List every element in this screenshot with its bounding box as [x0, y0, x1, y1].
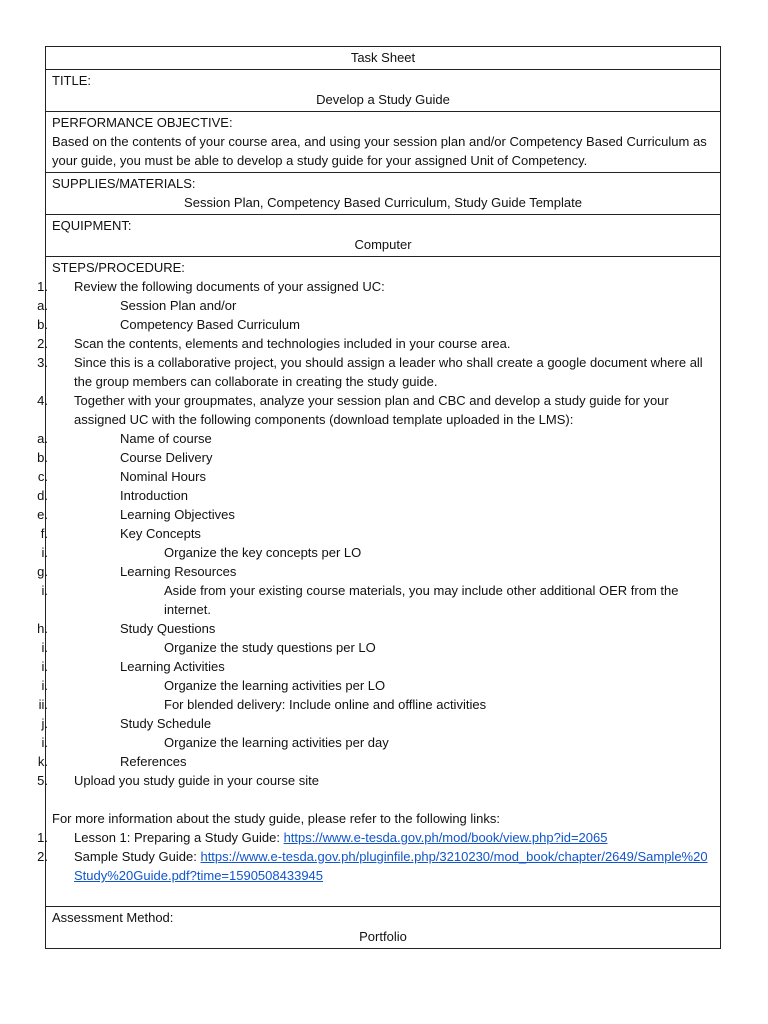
- list-item-text: Learning Objectives: [120, 507, 235, 522]
- list-item: [37, 752, 714, 771]
- list-marker: b.: [37, 317, 48, 332]
- list-marker: 5.: [37, 773, 48, 788]
- list-item: [41, 543, 714, 562]
- equipment-value: Computer: [354, 237, 412, 252]
- list-marker: k.: [37, 754, 48, 769]
- link-item: [37, 828, 714, 847]
- list-item: [41, 638, 714, 657]
- list-marker: 3.: [37, 355, 48, 370]
- list-item: [37, 334, 714, 353]
- equipment-label: EQUIPMENT:: [52, 218, 132, 233]
- link-item: [37, 847, 714, 885]
- list-item-text: Organize the key concepts per LO: [164, 545, 362, 560]
- list-marker: ii.: [38, 697, 48, 712]
- list-item: [37, 448, 714, 467]
- list-item-text: Organize the learning activities per day: [164, 735, 389, 750]
- list-marker: 2.: [37, 849, 48, 864]
- link-label: Sample Study Guide:: [74, 849, 201, 864]
- list-item-text: Introduction: [120, 488, 188, 503]
- title-label: TITLE:: [52, 73, 92, 88]
- list-marker: g.: [37, 564, 48, 579]
- list-item: [37, 619, 714, 638]
- supplies-section: [46, 173, 720, 215]
- list-item-text: For blended delivery: Include online and offline activities: [164, 697, 487, 712]
- list-item-text: Together with your groupmates, analyze your session plan and CBC and develop a study guide for your assigned UC with the following components (download template uploaded in the LMS):: [74, 393, 669, 427]
- list-item: [41, 657, 714, 676]
- spacer: [52, 790, 714, 809]
- list-item: [37, 391, 714, 429]
- list-item: [37, 771, 714, 790]
- list-item: [37, 562, 714, 581]
- list-marker: i.: [41, 735, 48, 750]
- list-item-text: Scan the contents, elements and technologies included in your course area.: [74, 336, 511, 351]
- list-marker: c.: [37, 469, 48, 484]
- list-item-text: Session Plan and/or: [120, 298, 237, 313]
- list-item-text: Review the following documents of your assigned UC:: [74, 279, 385, 294]
- list-marker: 4.: [37, 393, 48, 408]
- list-marker: i.: [41, 640, 48, 655]
- list-item: [37, 277, 714, 296]
- more-info-text: For more information about the study guide, please refer to the following links:: [52, 811, 501, 826]
- list-marker: a.: [37, 431, 48, 446]
- link-label: Lesson 1: Preparing a Study Guide:: [74, 830, 284, 845]
- list-marker: a.: [37, 298, 48, 313]
- study-guide-lesson-link[interactable]: https://www.e-tesda.gov.ph/mod/book/view.php?id=2065: [283, 830, 608, 845]
- sample-study-guide-link[interactable]: https://www.e-tesda.gov.ph/pluginfile.php/3210230/mod_book/chapter/2649/Sample%20Study%20Guide.pdf?time=1590508433945: [74, 849, 708, 883]
- list-marker: h.: [37, 621, 48, 636]
- supplies-label: SUPPLIES/MATERIALS:: [52, 176, 196, 191]
- list-item-text: Nominal Hours: [120, 469, 206, 484]
- list-item: [41, 676, 714, 695]
- list-item: [41, 581, 714, 619]
- list-item-text: Study Schedule: [120, 716, 212, 731]
- equipment-section: [46, 215, 720, 257]
- supplies-value: Session Plan, Competency Based Curriculum, Study Guide Template: [184, 195, 582, 210]
- list-item-text: Aside from your existing course materials, you may include other additional OER from the internet.: [164, 583, 679, 617]
- list-item: [37, 353, 714, 391]
- list-marker: i.: [41, 678, 48, 693]
- assessment-label: Assessment Method:: [52, 910, 174, 925]
- list-marker: i.: [41, 659, 48, 674]
- list-marker: f.: [40, 526, 48, 541]
- list-item-text: Organize the study questions per LO: [164, 640, 376, 655]
- list-item: [37, 315, 714, 334]
- list-item-text: Learning Activities: [120, 659, 225, 674]
- list-item: [41, 733, 714, 752]
- list-item-text: Upload you study guide in your course site: [74, 773, 319, 788]
- list-marker: i.: [41, 545, 48, 560]
- list-item-text: Study Questions: [120, 621, 216, 636]
- list-item: [38, 695, 714, 714]
- title-section: [46, 70, 720, 112]
- list-marker: i.: [41, 583, 48, 598]
- list-item-text: Since this is a collaborative project, you should assign a leader who shall create a google document where all the group members can collaborate in creating the study guide.: [74, 355, 703, 389]
- list-item-text: Name of course: [120, 431, 212, 446]
- list-item-text: Organize the learning activities per LO: [164, 678, 386, 693]
- objective-section: [46, 112, 720, 173]
- list-item-text: References: [120, 754, 187, 769]
- list-item-text: Course Delivery: [120, 450, 213, 465]
- task-sheet: [37, 46, 721, 949]
- objective-label: PERFORMANCE OBJECTIVE:: [52, 115, 233, 130]
- list-item: [37, 467, 714, 486]
- list-marker: e.: [37, 507, 48, 522]
- assessment-value: Portfolio: [359, 929, 407, 944]
- list-item: [37, 505, 714, 524]
- list-item-text: Competency Based Curriculum: [120, 317, 300, 332]
- list-item: [41, 714, 714, 733]
- list-marker: 2.: [37, 336, 48, 351]
- list-item: [40, 524, 714, 543]
- objective-text: Based on the contents of your course area, and using your session plan and/or Competency Based Curriculum as your guide, you must be able to develop a study guide for your assigned Unit of Competency.: [52, 134, 707, 168]
- assessment-section: [46, 907, 720, 948]
- list-item: [37, 486, 714, 505]
- list-marker: j.: [41, 716, 48, 731]
- spacer: [52, 885, 714, 904]
- list-marker: 1.: [37, 279, 48, 294]
- list-marker: d.: [37, 488, 48, 503]
- list-marker: b.: [37, 450, 48, 465]
- title-value: Develop a Study Guide: [316, 92, 450, 107]
- steps-section: [37, 257, 720, 907]
- list-marker: 1.: [37, 830, 48, 845]
- list-item: [37, 296, 714, 315]
- list-item-text: Key Concepts: [120, 526, 201, 541]
- sheet-header: Task Sheet: [46, 47, 720, 70]
- list-item-text: Learning Resources: [120, 564, 237, 579]
- steps-label: STEPS/PROCEDURE:: [52, 260, 185, 275]
- list-item: [37, 429, 714, 448]
